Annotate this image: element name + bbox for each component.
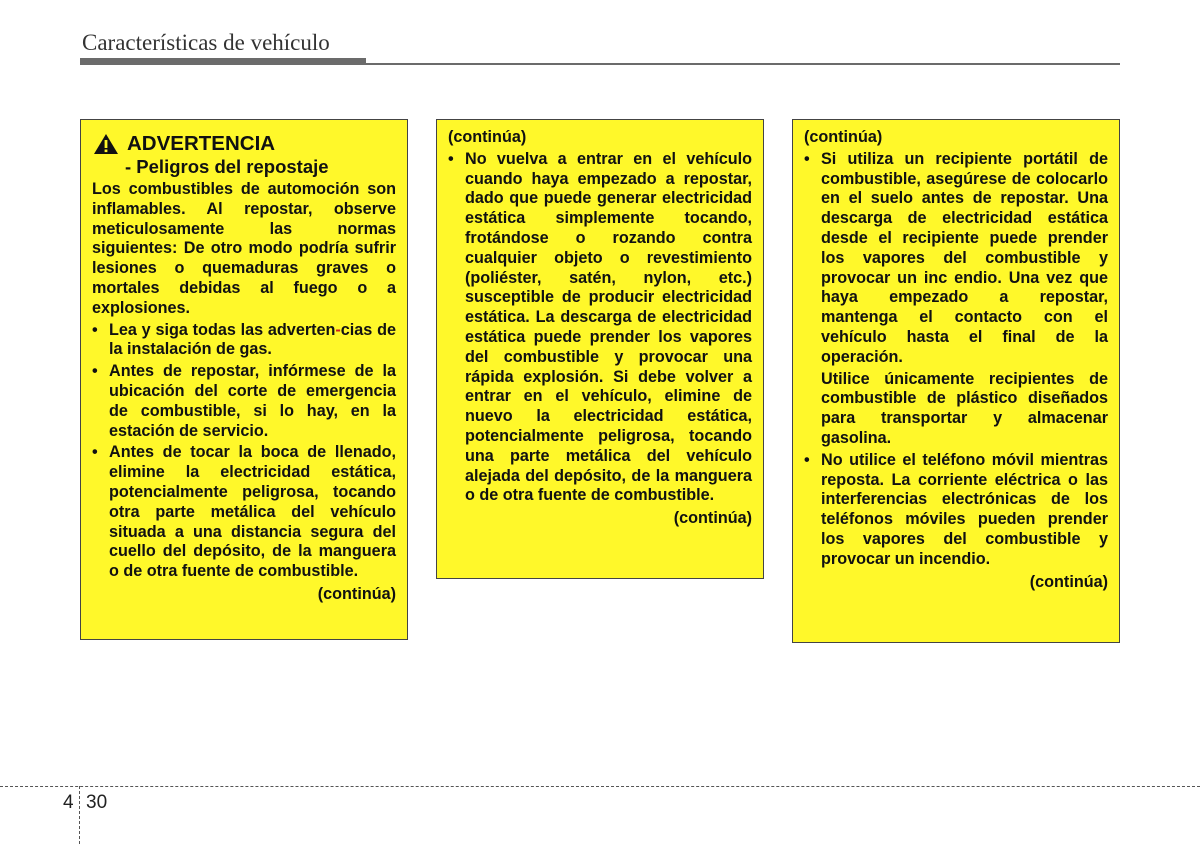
page-header-title: Características de vehículo (82, 30, 330, 55)
list-item-text: Lea y siga todas las adverten (109, 320, 336, 339)
warning-intro: Los combustibles de automoción son inflamables. Al repostar, observe meticulosamente las normas siguientes: De otro modo podría sufrir lesiones o quemaduras graves o mortales debidas al fuego o a explosiones. (92, 180, 396, 317)
list-item-text: Si utiliza un recipiente portátil de combustible, asegúrese de colocarlo en el suelo antes de repostar. Una descarga de electricidad estática desde el recipiente puede prender los vapores del combustible y provocar un inc endio. Una vez que haya empezado a repostar, mantenga el contacto con el vehículo hasta el final de la operación. (821, 149, 1108, 366)
page-number: 30 (86, 792, 108, 813)
list-item-text: Antes de repostar, infórmese de la ubicación del corte de emergencia de combustible, si lo hay, en la estación de servicio. (109, 362, 396, 440)
list-item-text-rest: cias de la instalación de gas. (109, 320, 396, 359)
list-item-text: No vuelva a entrar en el vehículo cuando haya empezado a repostar, dado que puede generar electricidad estática simplemente tocando, frotándose o rozando contra cualquier objeto o revestimiento (poliéster, satén, nylon, etc.) susceptible de producir electricidad estática. La descarga de electricidad estática puede prender los vapores del combustible y provocar una rápida explosión. Si debe volver a entrar en el vehículo, elimine de nuevo la electricidad estática, potencialmente peligrosa, tocando una parte metálica del vehículo alejada del depósito, de la manguera o de otra fuente de combustible. (465, 149, 752, 505)
warning-box-1 (80, 119, 408, 640)
bullet-dot: • (92, 320, 98, 339)
bullet-dot: • (92, 443, 98, 462)
warning-heading (92, 132, 396, 156)
chapter-number: 4 (63, 792, 74, 813)
warning-subtitle: - Peligros del repostaje (125, 156, 329, 177)
warning-title: ADVERTENCIA (127, 132, 276, 155)
note-paragraph: Utilice únicamente recipientes de combustible de plástico diseñados para transportar y almacenar gasolina. (821, 369, 1108, 447)
warning-box-2 (436, 119, 764, 579)
header-rule-thin (366, 63, 1120, 65)
list-item-text: Antes de tocar la boca de llenado, elimine la electricidad estática, potencialmente peligrosa, tocando otra parte metálica del vehículo situada a una distancia segura del cuello del depósito, de la manguera o de otra fuente de combustible. (109, 443, 396, 581)
list-item (804, 451, 1108, 570)
list-item (448, 150, 752, 506)
continues-label: (continúa) (673, 509, 752, 528)
footer-dashed-divider (79, 786, 80, 844)
bullet-dot: • (804, 450, 810, 469)
footer-dashed-rule (0, 786, 1200, 787)
list-item (92, 443, 396, 582)
bullet-dot: • (448, 149, 454, 168)
list-item-text: No utilice el teléfono móvil mientras reposta. La corriente eléctrica o las interferencias electrónicas de los teléfonos móviles pueden prender los vapores del combustible y provocar un incendio. (821, 450, 1108, 568)
continued-label: (continúa) (448, 128, 527, 146)
list-item (92, 321, 396, 361)
bullet-dot: • (804, 149, 810, 168)
warning-triangle-icon (93, 133, 119, 155)
continues-label: (continúa) (317, 584, 396, 603)
header-rule-thick (80, 58, 366, 65)
list-item (92, 362, 396, 441)
hyphen-mark: - (335, 320, 341, 339)
list-item (804, 150, 1108, 368)
continues-label: (continúa) (1029, 572, 1108, 591)
warning-box-3 (792, 119, 1120, 643)
continued-label: (continúa) (804, 128, 883, 146)
bullet-dot: • (92, 362, 98, 381)
